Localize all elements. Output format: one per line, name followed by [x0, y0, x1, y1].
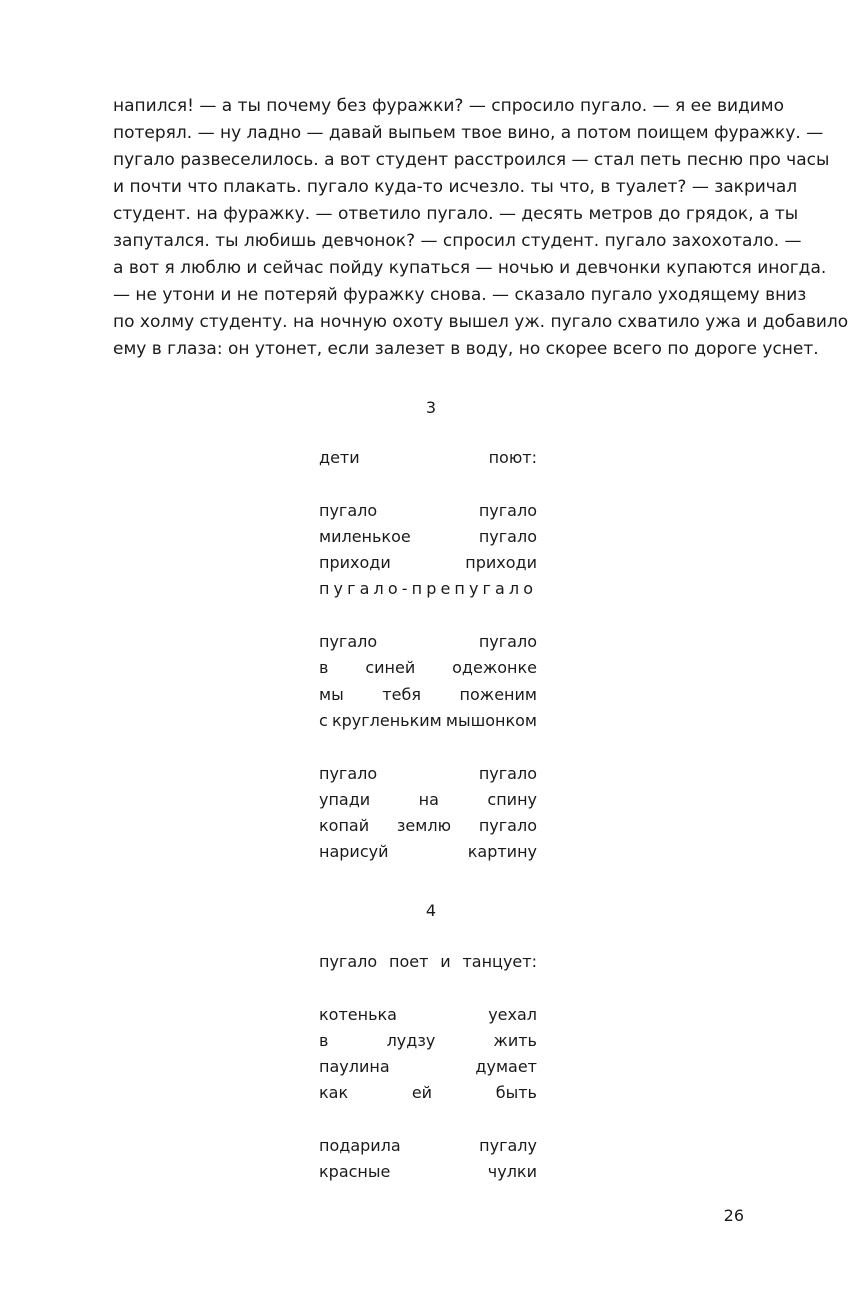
- prose-line: потерял. — ну ладно — давай выпьем твое вино, а потом поищем фуражку. —: [113, 123, 824, 143]
- poem-word: картину: [467, 842, 537, 862]
- poem-word: пугало: [478, 632, 537, 652]
- poem-word: пугало: [319, 763, 378, 783]
- poem-word: мы: [319, 684, 344, 704]
- poem-word: спину: [487, 789, 537, 809]
- poem-line: [319, 761, 537, 787]
- poem-word: нарисуй: [319, 842, 389, 862]
- poem-word: пугало: [478, 763, 537, 783]
- poem-word: красные: [319, 1162, 391, 1182]
- prose-block: [113, 93, 849, 363]
- prose-line: запутался. ты любишь девчонок? — спросил студент. пугало захохотало. —: [113, 231, 802, 251]
- poem-line: [319, 813, 537, 839]
- prose-line: студент. на фуражку. — ответило пугало. — десять метров до грядок, а ты: [113, 204, 799, 224]
- poem-line: [319, 708, 537, 734]
- poem-word: пугало: [319, 500, 378, 520]
- poem-word: тебя: [382, 684, 421, 704]
- poem-word: поженим: [459, 684, 537, 704]
- poem-line: [319, 1002, 537, 1028]
- poem-word: и: [440, 952, 451, 971]
- prose-line: — не утони и не потеряй фуражку снова. — сказало пугало уходящему вниз: [113, 285, 807, 305]
- poem-word: землю: [396, 816, 452, 836]
- poem-word: приходи: [465, 553, 537, 573]
- poem-line: [319, 1133, 537, 1159]
- poem-word: ей: [411, 1083, 433, 1103]
- page-number: 26: [723, 1206, 744, 1225]
- poem-line: [319, 550, 537, 576]
- poem-line: [319, 1159, 537, 1185]
- poem-line: [319, 1080, 537, 1106]
- prose-line: ему в глаза: он утонет, если залезет в воду, но скорее всего по дороге уснет.: [113, 339, 819, 359]
- poem-line: [319, 839, 537, 865]
- poem-word: мышонком: [445, 710, 537, 730]
- poem-word: поют:: [488, 448, 537, 467]
- poem-word: кругленьким: [331, 710, 442, 730]
- poem-word: лудзу: [386, 1030, 436, 1050]
- poem-word: на: [418, 789, 439, 809]
- poem-word: с: [319, 710, 328, 730]
- poem-word: как: [319, 1083, 349, 1103]
- poem-word: паулина: [319, 1057, 390, 1077]
- poem-section-4: [319, 949, 537, 1186]
- section-number-3: 3: [425, 398, 437, 417]
- poem-line: [319, 498, 537, 524]
- poem-word: жить: [493, 1030, 537, 1050]
- prose-line: а вот я люблю и сейчас пойду купаться — ночью и девчонки купаются иногда.: [113, 258, 827, 278]
- poem-line: [319, 682, 537, 708]
- poem-word: уехал: [488, 1004, 537, 1024]
- poem-line: [319, 787, 537, 813]
- poem-word: пугало: [478, 816, 537, 836]
- poem-word: чулки: [487, 1162, 537, 1182]
- poem-word: поет: [388, 952, 429, 971]
- poem-intro: [319, 949, 537, 975]
- poem-word: танцует:: [462, 952, 537, 971]
- prose-line: пугало развеселилось. а вот студент расстроился — стал петь песню про часы: [113, 150, 830, 170]
- poem-line: [319, 1054, 537, 1080]
- poem-word: в: [319, 658, 329, 678]
- poem-intro: [319, 445, 537, 471]
- poem-section-3: [319, 445, 537, 866]
- poem-word: пугалу: [479, 1136, 537, 1156]
- poem-word: одежонке: [452, 658, 537, 678]
- poem-line: [319, 629, 537, 655]
- poem-line: [319, 576, 537, 602]
- prose-line: напился! — а ты почему без фуражки? — спросило пугало. — я ее видимо: [113, 96, 785, 116]
- poem-word: котенька: [319, 1004, 397, 1024]
- poem-word: пугало: [478, 500, 537, 520]
- poem-word: миленькое: [319, 526, 411, 546]
- section-number-4: 4: [425, 901, 437, 920]
- poem-line: [319, 524, 537, 550]
- poem-line: [319, 655, 537, 681]
- poem-word: копай: [319, 816, 370, 836]
- poem-word: дети: [319, 448, 360, 467]
- poem-word: приходи: [319, 553, 391, 573]
- poem-word: пугало: [478, 526, 537, 546]
- poem-word: упади: [319, 789, 371, 809]
- poem-word: пугало: [319, 632, 378, 652]
- poem-word: думает: [475, 1057, 537, 1077]
- poem-line: [319, 1028, 537, 1054]
- poem-word: в: [319, 1030, 329, 1050]
- poem-word: пугало: [319, 952, 378, 971]
- poem-word: быть: [495, 1083, 537, 1103]
- poem-word: пугало-препугало: [319, 579, 538, 599]
- prose-line: по холму студенту. на ночную охоту вышел уж. пугало схватило ужа и добавило: [113, 312, 849, 332]
- prose-line: и почти что плакать. пугало куда-то исчезло. ты что, в туалет? — закричал: [113, 177, 798, 197]
- poem-word: синей: [365, 658, 416, 678]
- poem-word: подарила: [319, 1136, 401, 1156]
